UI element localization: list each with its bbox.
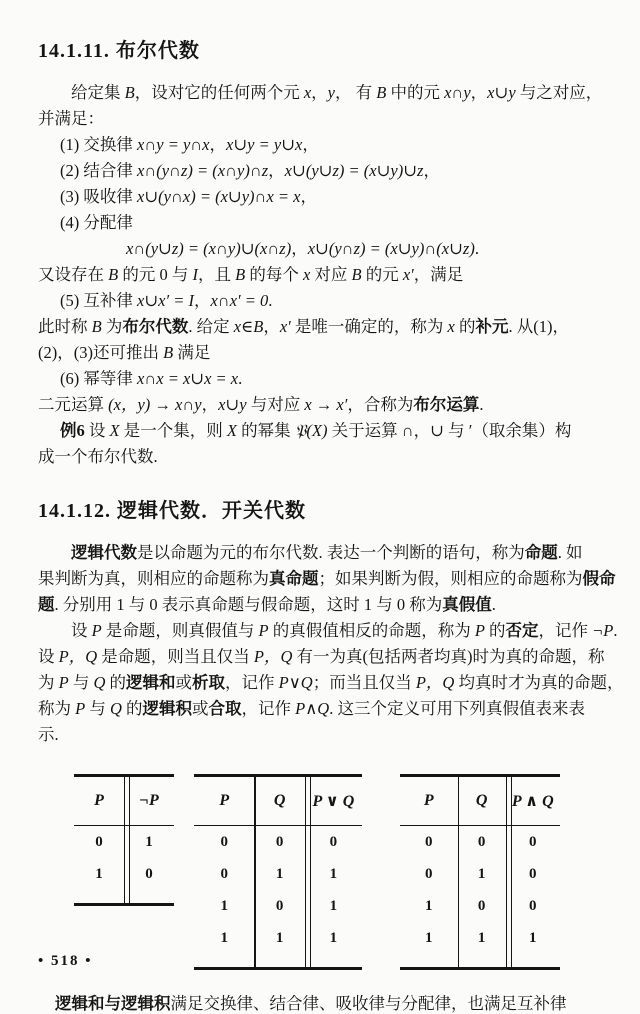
body-text: ，	[291, 239, 308, 258]
text-line	[38, 696, 602, 722]
truth-value-cell: 1	[425, 897, 433, 914]
body-text: 与之对应，	[515, 83, 603, 102]
body-text: ，记作	[241, 699, 296, 718]
emphasized-text: 布尔运算	[413, 395, 480, 414]
body-text: 为	[38, 673, 59, 692]
body-text: ，	[209, 135, 227, 154]
text-line	[38, 722, 602, 748]
emphasized-text: 例6	[60, 421, 85, 440]
text-line	[38, 392, 602, 418]
body-text: 的元 0 与	[118, 265, 193, 284]
math-expression: Q	[109, 699, 122, 718]
truth-value-cell: 0	[329, 833, 338, 850]
table-row	[400, 826, 560, 858]
body-text: ，记作	[225, 673, 279, 692]
body-text: 的	[454, 317, 476, 336]
body-text: 或	[192, 699, 209, 718]
math-expression: P，Q	[415, 673, 455, 692]
emphasized-text: 假命	[582, 569, 616, 588]
body-text: 成一个布尔代数.	[38, 447, 158, 466]
body-text: .	[479, 395, 484, 414]
body-text: 是以命题为元的布尔代数. 表达一个判断的语句，称为	[137, 543, 525, 562]
table-rule	[458, 777, 460, 967]
body-text: ，	[302, 135, 319, 154]
footnote-laws	[38, 990, 602, 1014]
body-text: 是唯一确定的，称为	[290, 317, 448, 336]
truth-value-cell: 1	[329, 897, 338, 914]
math-expression: x′	[279, 317, 291, 336]
math-expression: x → x′	[304, 395, 348, 414]
table-row	[194, 922, 362, 954]
math-expression: P	[258, 621, 269, 640]
column-header: P	[423, 792, 434, 809]
body-text: 是命题，则真假值与	[101, 621, 259, 640]
emphasized-text: 析取	[192, 673, 226, 692]
truth-value-cell: 1	[477, 865, 486, 882]
text-line	[38, 184, 602, 210]
body-text: (5) 互补律	[60, 291, 137, 310]
body-text: . 分别用 1 与 0 表示真命题与假命题，这时 1 与 0 称为	[54, 595, 443, 614]
emphasized-text: 补元	[475, 317, 509, 336]
body-text: 又设存在	[38, 265, 109, 284]
truth-value-cell: 1	[145, 833, 153, 850]
body-text: .	[474, 239, 479, 258]
math-expression: 𝔓(X)	[294, 421, 328, 440]
body-text: .	[268, 291, 273, 310]
math-expression: X	[109, 421, 120, 440]
math-expression: B	[124, 83, 135, 102]
math-expression: ¬P	[592, 621, 614, 640]
body-text: ；而当且仅当	[312, 673, 416, 692]
text-line	[38, 418, 602, 444]
body-text: (1) 交换律	[60, 135, 137, 154]
math-expression: P	[75, 699, 86, 718]
table-row	[400, 922, 560, 954]
math-expression: x∪(y∩z) = (x∪y)∩(x∪z)	[307, 239, 475, 258]
emphasized-text: 合取	[208, 699, 242, 718]
truth-value-cell: 1	[220, 897, 228, 914]
body-text: 均真时才为真的命题，	[454, 673, 624, 692]
body-text: ，合称为	[347, 395, 414, 414]
body-text: 设	[84, 421, 110, 440]
math-expression: (x，y) → x∩y	[108, 395, 202, 414]
table-double-rule	[506, 777, 512, 967]
truth-value-cell: 0	[477, 897, 486, 914]
math-expression: x∪(y∩x) = (x∪y)∩x = x	[137, 187, 301, 206]
math-expression: x∩x′ = 0	[210, 291, 269, 310]
truth-value-cell: 1	[329, 865, 338, 882]
math-expression: x∪y	[487, 83, 516, 102]
body-text: 的	[484, 621, 506, 640]
math-expression: x∩y = y∩x	[137, 135, 210, 154]
truth-value-cell: 0	[529, 897, 537, 914]
body-text: 示.	[38, 725, 59, 744]
text-line	[38, 592, 602, 618]
body-text: 对应	[310, 265, 352, 284]
body-text: . 从(1)，	[508, 317, 569, 336]
table-row	[194, 826, 362, 858]
body-text: 中的元	[386, 83, 445, 102]
column-header: Q	[475, 792, 488, 809]
text-line	[38, 132, 602, 158]
math-expression: I	[192, 265, 198, 284]
truth-value-cell: 0	[275, 897, 284, 914]
body-text: 此时称	[38, 317, 92, 336]
truth-value-cell: 1	[95, 865, 103, 882]
text-line	[38, 210, 602, 236]
body-text: 果判断为真，则相应的命题称为	[38, 569, 269, 588]
text-line	[38, 566, 616, 592]
body-text: 或	[175, 673, 193, 692]
body-text: 的	[121, 699, 143, 718]
body-text: 的每个	[245, 265, 303, 284]
column-header: P	[219, 792, 230, 809]
table-header-row	[400, 777, 560, 825]
math-expression: x∩y	[444, 83, 471, 102]
math-expression: B	[163, 343, 174, 362]
emphasized-text: 命题	[524, 543, 558, 562]
math-expression: P，Q	[253, 647, 293, 666]
body-text: ，	[311, 83, 328, 102]
math-expression: P，Q	[58, 647, 98, 666]
math-expression: B	[235, 265, 246, 284]
body-text: ， 有	[335, 83, 377, 102]
section-body-boolean-algebra	[38, 80, 602, 470]
truth-tables-row	[38, 774, 602, 970]
math-expression: x	[303, 83, 312, 102]
table-rule	[254, 777, 256, 967]
section-title-logic-algebra: 14.1.12. 逻辑代数．开关代数	[38, 500, 306, 522]
text-line	[38, 540, 602, 566]
body-text: (4) 分配律	[60, 213, 133, 232]
truth-value-cell: 1	[220, 929, 228, 946]
math-expression: P∨Q	[278, 673, 313, 692]
body-text: 的元	[361, 265, 403, 284]
body-text: ，	[263, 317, 280, 336]
math-expression: P	[58, 673, 69, 692]
math-expression: x∪y = y∪x	[226, 135, 303, 154]
body-text: 与对应	[246, 395, 305, 414]
truth-value-cell: 0	[95, 833, 103, 850]
truth-value-cell: 0	[529, 865, 537, 882]
table-row	[400, 890, 560, 922]
body-text: ，设对它的任何两个元	[134, 83, 304, 102]
body-text: 称为	[38, 699, 76, 718]
truth-value-cell: 1	[425, 929, 433, 946]
emphasized-text: 逻辑和	[126, 673, 176, 692]
text-line	[38, 314, 602, 340]
truth-value-cell: 0	[275, 833, 284, 850]
body-text: .	[238, 369, 243, 388]
text-line	[38, 106, 602, 132]
math-expression: B	[351, 265, 362, 284]
body-text: 设	[71, 621, 92, 640]
column-header: P ∨ Q	[312, 793, 355, 810]
truth-value-cell: 0	[529, 833, 537, 850]
math-expression: x∪y	[218, 395, 247, 414]
truth-value-cell: 0	[425, 833, 433, 850]
page-number: • 518 •	[38, 953, 93, 969]
table-row	[194, 858, 362, 890]
body-text: .	[613, 621, 618, 640]
truth-value-cell: 0	[220, 833, 228, 850]
math-expression: X	[226, 421, 237, 440]
body-text: 满足	[173, 343, 211, 362]
body-text: 是命题，则当且仅当	[97, 647, 254, 666]
body-text: (2)，(3)还可推出	[38, 343, 164, 362]
truth-value-cell: 1	[529, 929, 537, 946]
math-expression: x∪(y∪z) = (x∪y)∪z	[284, 161, 424, 180]
table-header-row	[194, 777, 362, 825]
emphasized-text: 否定	[505, 621, 539, 640]
truth-table	[74, 774, 174, 906]
column-header: Q	[273, 792, 286, 809]
section-body-logic-algebra	[38, 540, 624, 748]
section-title-boolean-algebra: 14.1.11. 布尔代数	[38, 40, 200, 62]
math-expression: y	[327, 83, 335, 102]
text-line	[38, 80, 602, 106]
body-text: . 这三个定义可用下列真假值表来表	[329, 699, 585, 718]
body-text: ，	[300, 187, 317, 206]
math-expression: Q	[93, 673, 106, 692]
math-expression: x′	[402, 265, 414, 284]
text-line	[38, 262, 602, 288]
math-expression: P∧Q	[295, 699, 330, 718]
math-expression: x	[302, 265, 311, 284]
body-text: ，	[268, 161, 285, 180]
body-text: 是一个集，则	[119, 421, 227, 440]
body-text: ，记作	[538, 621, 593, 640]
truth-value-cell: 0	[220, 865, 228, 882]
column-header: P	[94, 792, 104, 809]
body-text: 二元运算	[38, 395, 109, 414]
math-expression: P	[474, 621, 485, 640]
body-text: 的真假值相反的命题，称为	[268, 621, 475, 640]
table-double-rule	[305, 777, 311, 967]
body-text: 满足交换律、结合律、吸收律与分配律，也满足互补律	[170, 994, 567, 1013]
body-text: (6) 幂等律	[60, 369, 137, 388]
truth-value-cell: 0	[145, 865, 153, 882]
math-expression: B	[376, 83, 387, 102]
column-header: P ∧ Q	[511, 793, 554, 810]
body-text: 与	[68, 673, 94, 692]
emphasized-text: 题	[38, 595, 55, 614]
body-text: 给定集	[71, 83, 125, 102]
math-expression: B	[108, 265, 119, 284]
math-expression: B	[91, 317, 102, 336]
body-text: ，	[193, 291, 211, 310]
body-text: .	[491, 595, 496, 614]
body-text: ，	[470, 83, 488, 102]
truth-value-cell: 0	[477, 833, 486, 850]
body-text: ，且	[197, 265, 236, 284]
emphasized-text: 逻辑积	[142, 699, 193, 718]
body-text: 关于运算 ∩，∪ 与 ′（取余集）构	[327, 421, 572, 440]
table-row	[194, 890, 362, 922]
text-line	[38, 618, 618, 644]
math-expression: x∈B	[233, 317, 264, 336]
truth-value-cell: 1	[477, 929, 486, 946]
truth-value-cell: 1	[275, 865, 284, 882]
text-line	[38, 366, 602, 392]
table-double-rule	[124, 777, 130, 903]
truth-value-cell: 1	[329, 929, 338, 946]
body-text: ，	[201, 395, 219, 414]
text-line	[38, 236, 602, 262]
body-text: ，	[423, 161, 440, 180]
text-line	[38, 644, 605, 670]
truth-value-cell: 0	[425, 865, 433, 882]
body-text: 的	[105, 673, 127, 692]
emphasized-text: 真命题	[269, 569, 319, 588]
body-text: (2) 结合律	[60, 161, 137, 180]
math-expression: x∩(y∩z) = (x∩y)∩z	[137, 161, 269, 180]
truth-value-cell: 1	[275, 929, 284, 946]
math-expression: P	[91, 621, 102, 640]
truth-table	[194, 774, 362, 970]
body-text: (3) 吸收律	[60, 187, 137, 206]
truth-table	[400, 774, 560, 970]
body-text: ，满足	[413, 265, 464, 284]
body-text: 有一为真(包括两者均真)时为真的命题，称	[292, 647, 605, 666]
body-text: 的幂集	[236, 421, 295, 440]
emphasized-text: 真假值	[442, 595, 492, 614]
body-text: ；如果判断为假，则相应的命题称为	[318, 569, 583, 588]
emphasized-text: 布尔代数	[122, 317, 189, 336]
text-line	[38, 288, 602, 314]
emphasized-text: 逻辑代数	[71, 543, 137, 562]
math-expression: x∪x′ = I	[137, 291, 194, 310]
math-expression: x∩x = x∪x = x	[137, 369, 239, 388]
text-line	[38, 158, 602, 184]
column-header: ¬P	[139, 792, 159, 809]
table-row	[400, 858, 560, 890]
body-text: . 给定	[188, 317, 234, 336]
text-line	[38, 340, 602, 366]
text-line	[38, 444, 602, 470]
body-text: 并满足：	[38, 109, 104, 128]
math-expression: x	[447, 317, 455, 336]
math-expression: x∩(y∪z) = (x∩y)∪(x∩z)	[126, 239, 292, 258]
body-text: 与	[85, 699, 110, 718]
text-line	[38, 670, 624, 696]
body-text: . 如	[557, 543, 583, 562]
body-text: 设	[38, 647, 59, 666]
emphasized-text: 逻辑和与逻辑积	[55, 994, 171, 1013]
body-text: 为	[101, 317, 123, 336]
